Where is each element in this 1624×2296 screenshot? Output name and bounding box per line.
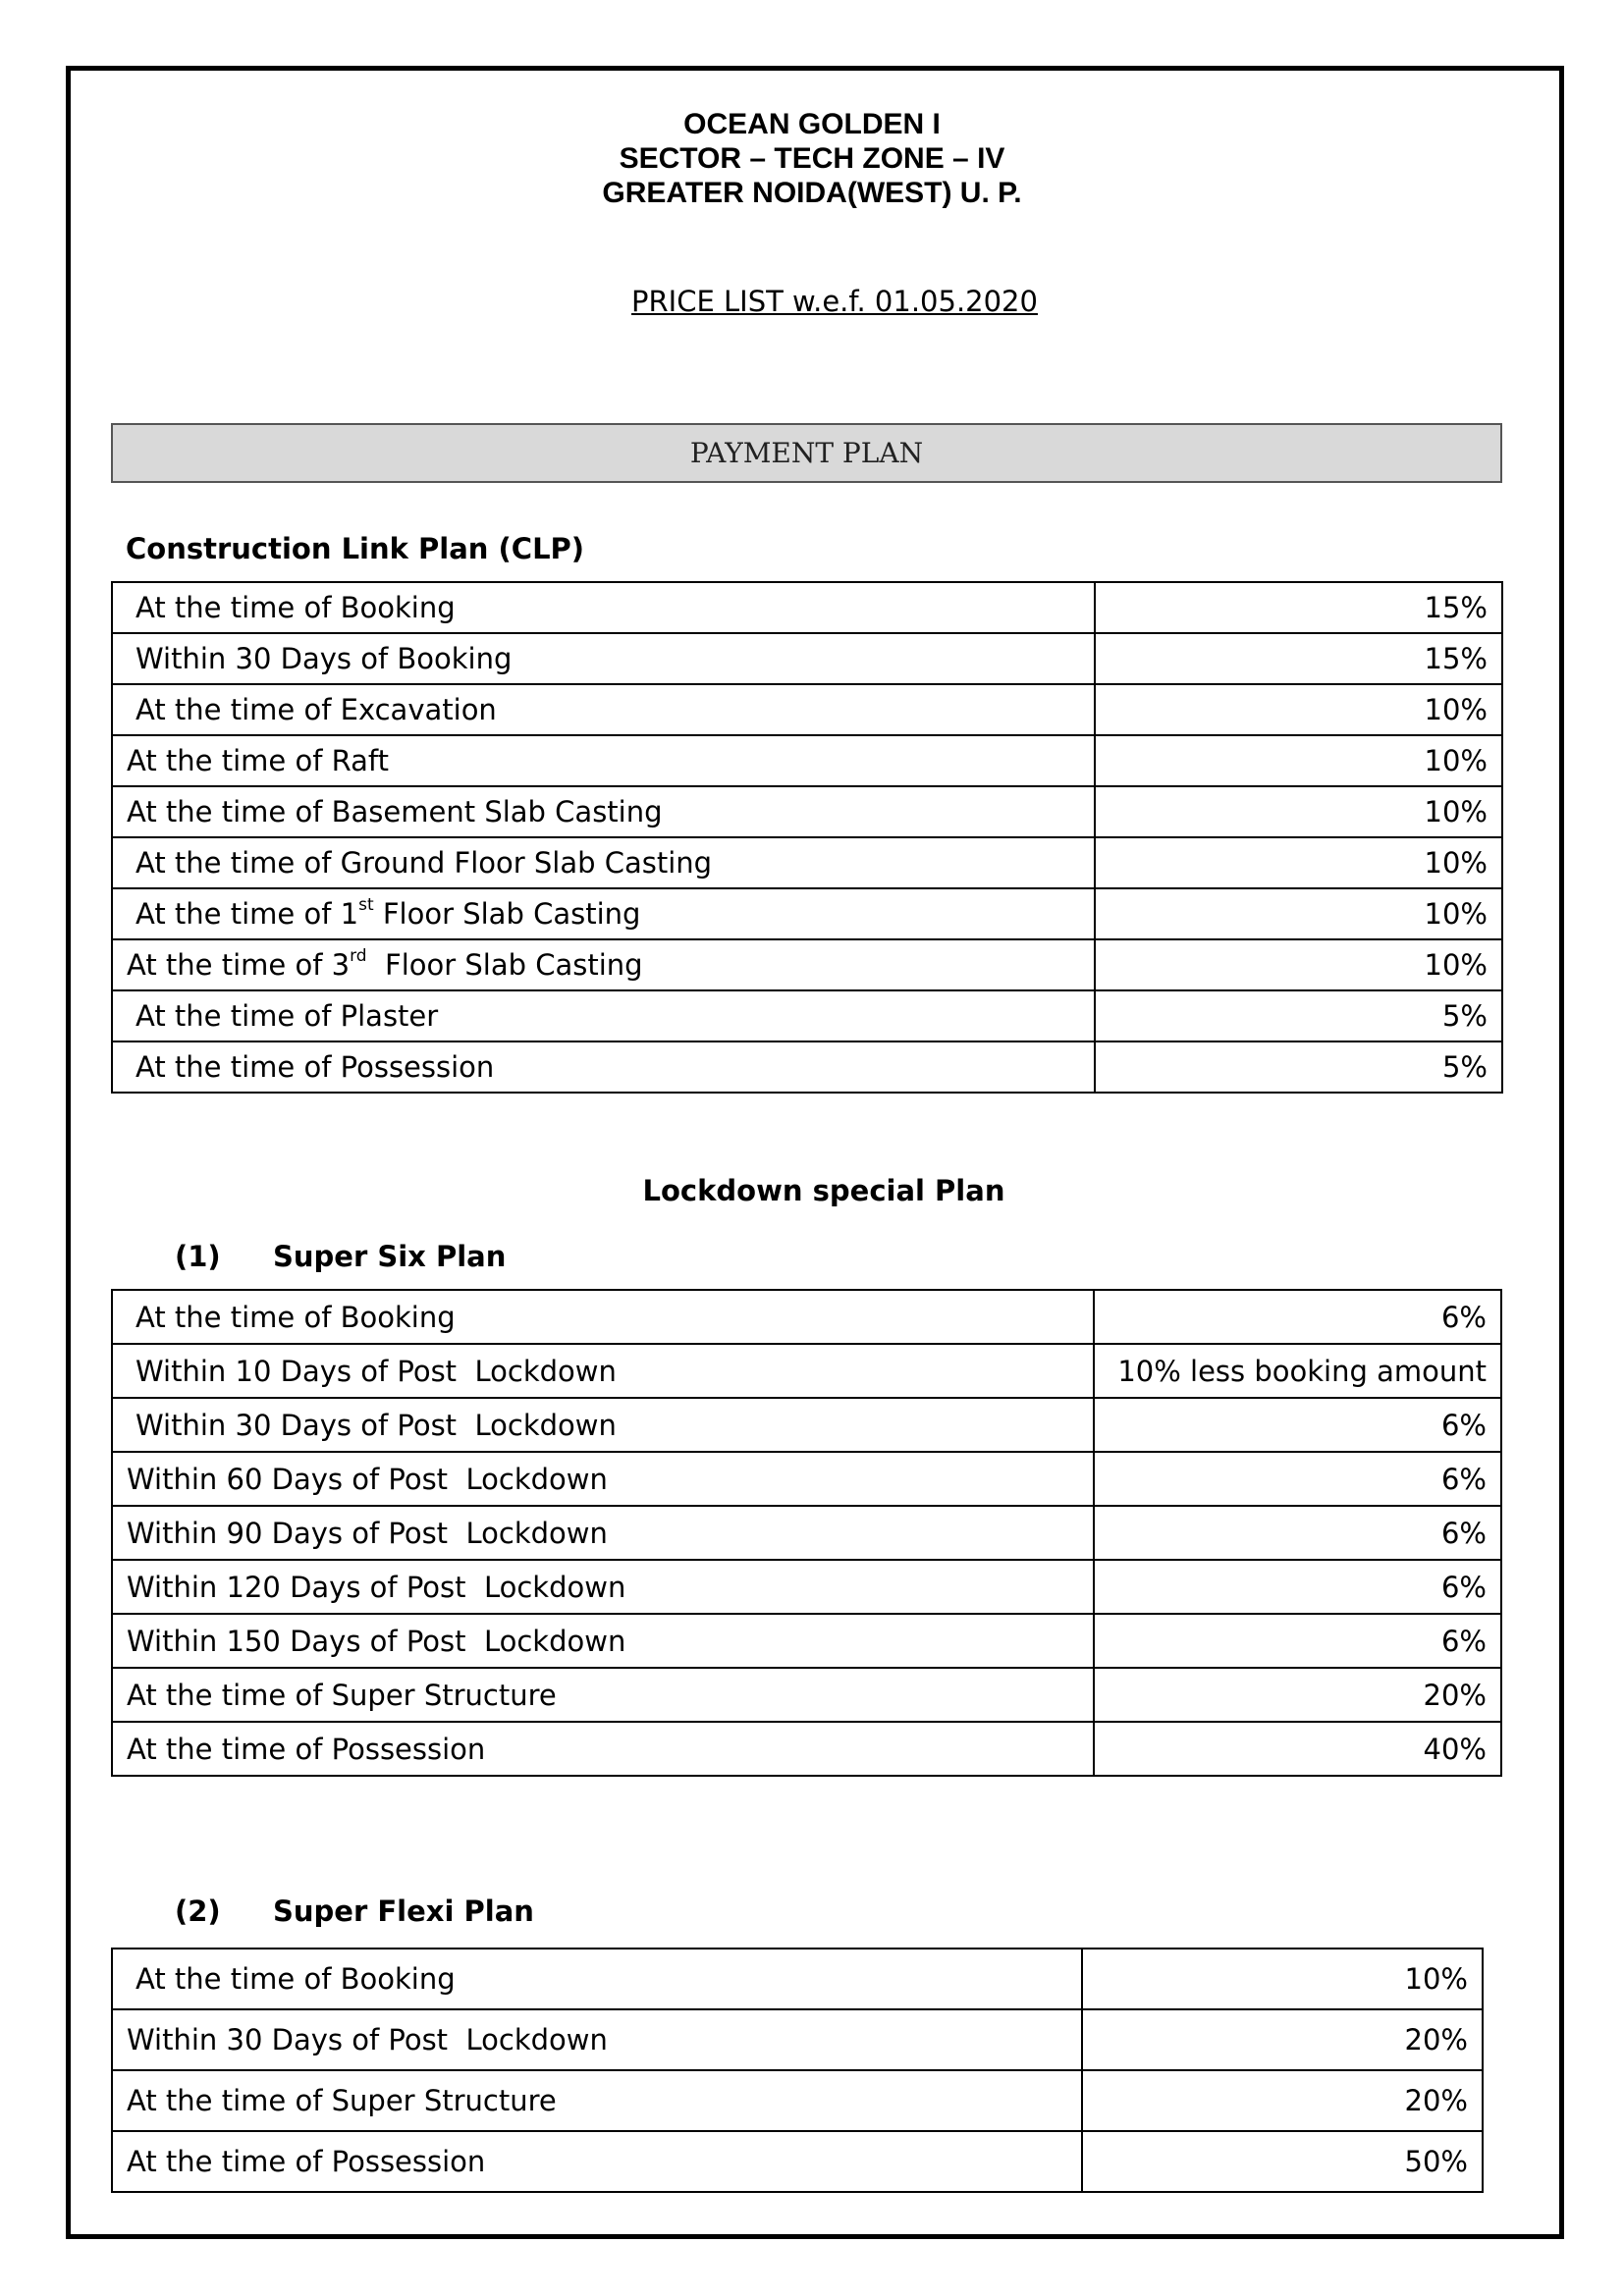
stage-cell: Within 30 Days of Post Lockdown xyxy=(112,1398,1094,1452)
table-row xyxy=(112,1668,1501,1722)
stage-cell xyxy=(112,888,1095,939)
table-row xyxy=(112,684,1502,735)
stage-cell: At the time of Possession xyxy=(112,1722,1094,1776)
percent-cell: 5% xyxy=(1095,990,1502,1041)
ordinal-suffix: st xyxy=(358,895,374,915)
stage-cell: Within 30 Days of Post Lockdown xyxy=(112,2009,1082,2070)
percent-cell: 6% xyxy=(1094,1290,1501,1344)
percent-cell: 15% xyxy=(1095,582,1502,633)
table-row xyxy=(112,1398,1501,1452)
percent-cell: 6% xyxy=(1094,1614,1501,1668)
stage-text: At the time of 3 xyxy=(127,948,351,982)
table-row xyxy=(112,2070,1483,2131)
plan-title: Super Flexi Plan xyxy=(273,1895,534,1928)
clp-heading: Construction Link Plan (CLP) xyxy=(126,532,585,565)
stage-cell: At the time of Booking xyxy=(112,1949,1082,2009)
plan-number: (2) xyxy=(175,1895,221,1928)
percent-cell: 20% xyxy=(1082,2009,1483,2070)
stage-text: At the time of 1 xyxy=(135,897,359,931)
percent-cell: 50% xyxy=(1082,2131,1483,2192)
percent-cell: 6% xyxy=(1094,1452,1501,1506)
percent-cell: 10% xyxy=(1095,684,1502,735)
payment-plan-label: PAYMENT PLAN xyxy=(689,437,924,469)
stage-cell: Within 60 Days of Post Lockdown xyxy=(112,1452,1094,1506)
percent-cell: 6% xyxy=(1094,1506,1501,1560)
table-row xyxy=(112,1722,1501,1776)
stage-cell: At the time of Excavation xyxy=(112,684,1095,735)
table-row xyxy=(112,2009,1483,2070)
table-row xyxy=(112,1949,1483,2009)
table-row xyxy=(112,888,1502,939)
percent-cell: 10% less booking amount xyxy=(1094,1344,1501,1398)
table-row xyxy=(112,939,1502,990)
table-row xyxy=(112,2131,1483,2192)
price-list-title: PRICE LIST w.e.f. 01.05.2020 xyxy=(631,285,1038,318)
table-row xyxy=(112,786,1502,837)
stage-cell: At the time of Ground Floor Slab Casting xyxy=(112,837,1095,888)
table-row xyxy=(112,582,1502,633)
stage-cell: At the time of Plaster xyxy=(112,990,1095,1041)
super-six-heading xyxy=(175,1240,506,1273)
project-name: OCEAN GOLDEN I xyxy=(683,108,941,140)
stage-cell: At the time of Super Structure xyxy=(112,1668,1094,1722)
ordinal-suffix: rd xyxy=(350,946,367,966)
stage-cell: Within 90 Days of Post Lockdown xyxy=(112,1506,1094,1560)
plan-title: Super Six Plan xyxy=(273,1240,507,1273)
stage-cell: At the time of Booking xyxy=(112,582,1095,633)
table-row xyxy=(112,1041,1502,1093)
stage-cell: At the time of Possession xyxy=(112,1041,1095,1093)
percent-cell: 6% xyxy=(1094,1560,1501,1614)
table-row xyxy=(112,633,1502,684)
super-flexi-heading xyxy=(175,1895,534,1928)
table-row xyxy=(112,1506,1501,1560)
stage-cell: Within 120 Days of Post Lockdown xyxy=(112,1560,1094,1614)
stage-cell: At the time of Super Structure xyxy=(112,2070,1082,2131)
lockdown-heading: Lockdown special Plan xyxy=(642,1174,1005,1207)
percent-cell: 10% xyxy=(1082,1949,1483,2009)
percent-cell: 10% xyxy=(1095,837,1502,888)
stage-cell xyxy=(112,939,1095,990)
percent-cell: 20% xyxy=(1082,2070,1483,2131)
stage-cell: At the time of Basement Slab Casting xyxy=(112,786,1095,837)
stage-cell: At the time of Raft xyxy=(112,735,1095,786)
stage-text: Floor Slab Casting xyxy=(366,948,643,982)
table-row xyxy=(112,735,1502,786)
percent-cell: 10% xyxy=(1095,786,1502,837)
project-location: GREATER NOIDA(WEST) U. P. xyxy=(602,177,1022,209)
percent-cell: 20% xyxy=(1094,1668,1501,1722)
stage-cell: At the time of Booking xyxy=(112,1290,1094,1344)
super-flexi-table xyxy=(111,1948,1484,2193)
plan-number: (1) xyxy=(175,1240,221,1273)
percent-cell: 40% xyxy=(1094,1722,1501,1776)
clp-table xyxy=(111,581,1503,1094)
percent-cell: 15% xyxy=(1095,633,1502,684)
percent-cell: 10% xyxy=(1095,735,1502,786)
table-row xyxy=(112,1560,1501,1614)
table-row xyxy=(112,1614,1501,1668)
percent-cell: 10% xyxy=(1095,888,1502,939)
payment-plan-bar xyxy=(111,423,1502,483)
table-row xyxy=(112,990,1502,1041)
stage-cell: Within 10 Days of Post Lockdown xyxy=(112,1344,1094,1398)
super-six-table xyxy=(111,1289,1502,1777)
table-row xyxy=(112,1290,1501,1344)
project-sector: SECTOR – TECH ZONE – IV xyxy=(619,142,1005,175)
table-row xyxy=(112,1344,1501,1398)
percent-cell: 10% xyxy=(1095,939,1502,990)
stage-cell: At the time of Possession xyxy=(112,2131,1082,2192)
table-row xyxy=(112,837,1502,888)
table-row xyxy=(112,1452,1501,1506)
percent-cell: 6% xyxy=(1094,1398,1501,1452)
stage-cell: Within 30 Days of Booking xyxy=(112,633,1095,684)
percent-cell: 5% xyxy=(1095,1041,1502,1093)
stage-text: Floor Slab Casting xyxy=(373,897,641,931)
stage-cell: Within 150 Days of Post Lockdown xyxy=(112,1614,1094,1668)
